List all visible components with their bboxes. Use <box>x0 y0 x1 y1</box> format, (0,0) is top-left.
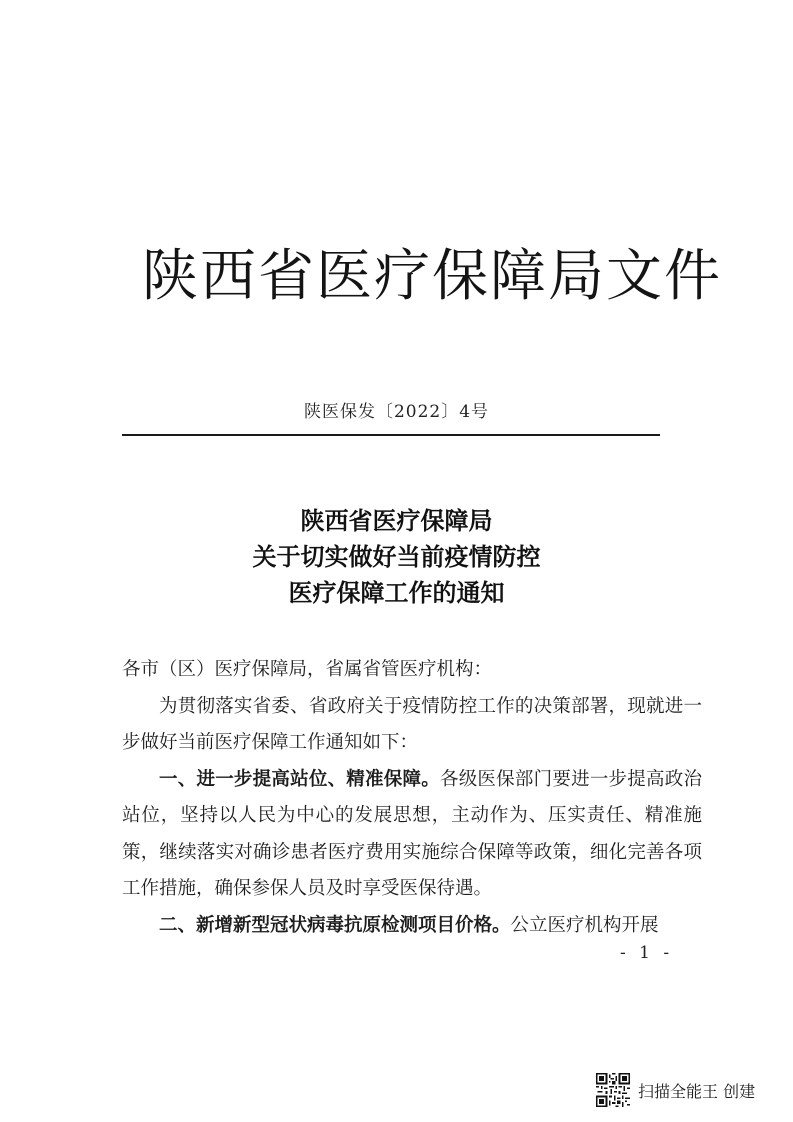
watermark-text: 扫描全能王 创建 <box>638 1081 756 1101</box>
section-1-heading: 一、进一步提高站位、精准保障。 <box>159 768 440 790</box>
section-2-paragraph <box>122 908 702 945</box>
title-line-1: 陕西省医疗保障局 <box>300 506 493 535</box>
salutation: 各市（区）医疗保障局，省属省管医疗机构： <box>122 659 493 680</box>
section-1-paragraph <box>122 762 702 908</box>
document-title <box>0 503 793 611</box>
title-line-3: 医疗保障工作的通知 <box>288 578 505 607</box>
document-number: 陕医保发〔2022〕4号 <box>303 402 490 422</box>
section-2-heading: 二、新增新型冠状病毒抗原检测项目价格。 <box>159 914 511 936</box>
document-body <box>122 652 702 944</box>
header-divider <box>122 434 660 436</box>
page-number: - 1 - <box>620 943 674 963</box>
qr-code-icon <box>596 1073 630 1107</box>
intro-paragraph: 为贯彻落实省委、省政府关于疫情防控工作的决策部署，现就进一步做好当前医疗保障工作通知如下： <box>122 695 702 753</box>
issuer-masthead: 陕西省医疗保障局文件 <box>142 244 722 309</box>
section-1-text: 各级医保部门要进一步提高政治站位，坚持以人民为中心的发展思想，主动作为、压实责任、精准施策，继续落实对确诊患者医疗费用实施综合保障等政策，细化完善各项工作措施，确保参保人员及时享受医保待遇。 <box>122 768 702 899</box>
title-line-2: 关于切实做好当前疫情防控 <box>252 542 541 571</box>
section-2-text: 公立医疗机构开展 <box>510 914 659 936</box>
scanner-watermark <box>596 1072 755 1108</box>
